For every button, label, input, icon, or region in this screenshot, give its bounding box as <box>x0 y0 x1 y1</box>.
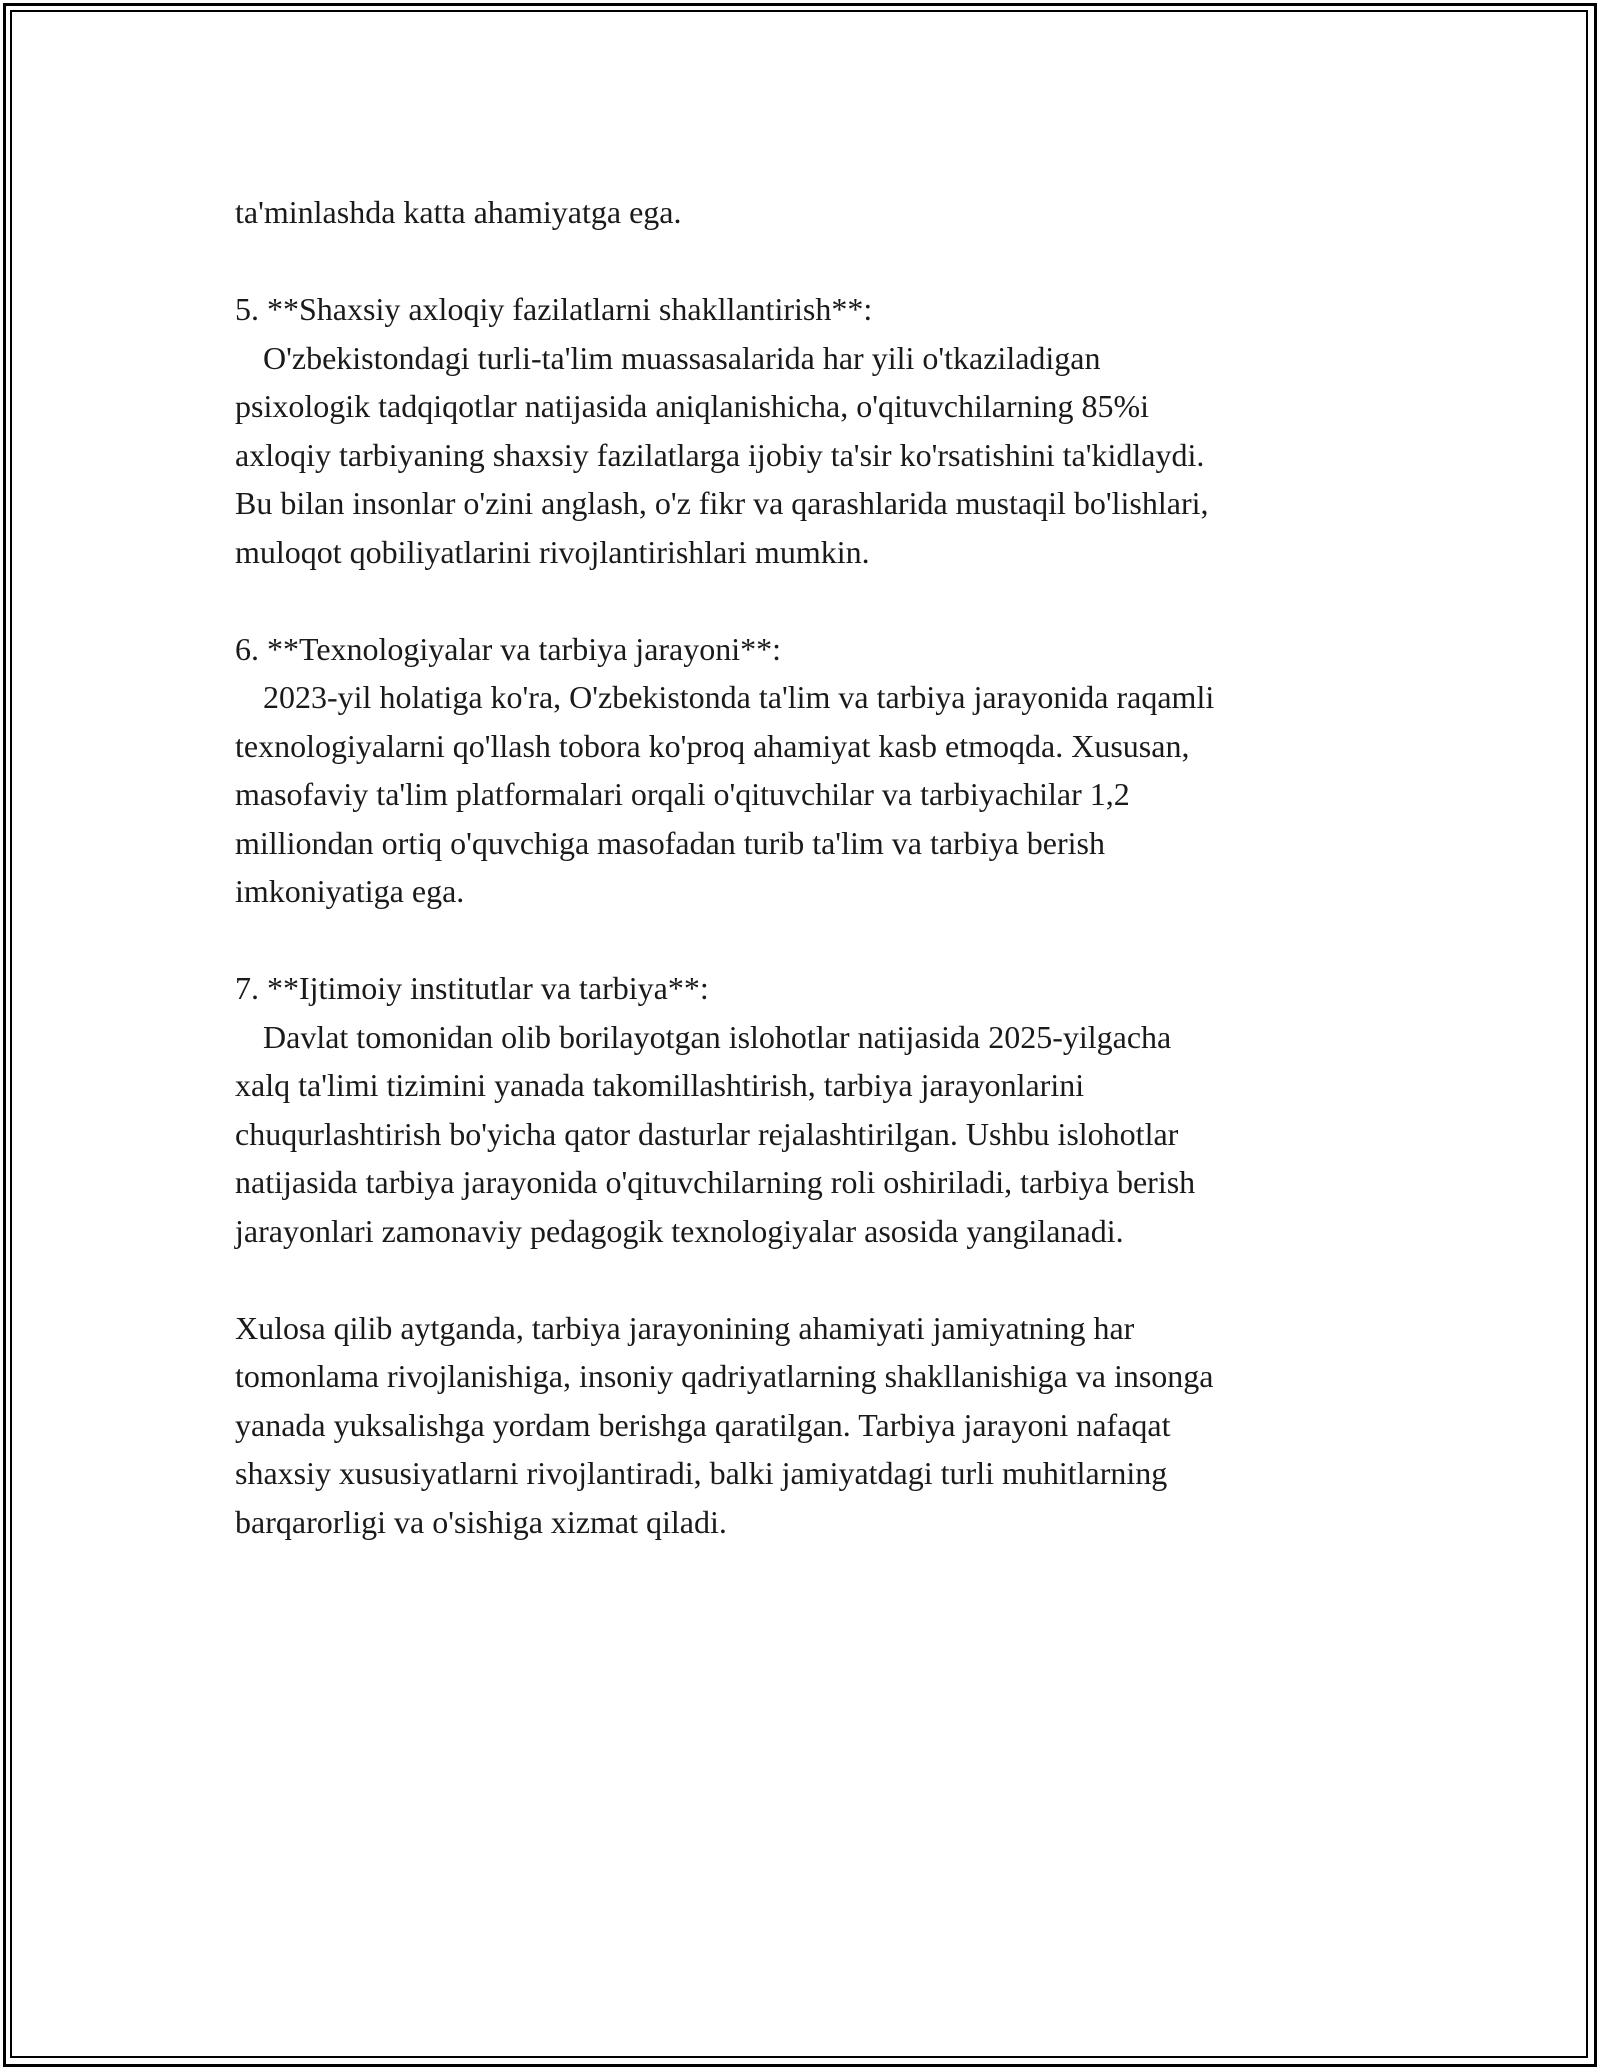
section-7-paragraph <box>235 1013 1395 1256</box>
section-7-line: natijasida tarbiya jarayonida o'qituvchilarning roli oshiriladi, tarbiya berish <box>235 1164 1196 1200</box>
section-7-line: chuqurlashtirish bo'yicha qator dasturlar rejalashtirilgan. Ushbu islohotlar <box>235 1115 1179 1152</box>
section-6-line: milliondan ortiq o'quvchiga masofadan turib ta'lim va tarbiya berish <box>235 824 1105 861</box>
conclusion-line: Xulosa qilib aytganda, tarbiya jarayonining ahamiyati jamiyatning har <box>235 1309 1135 1346</box>
section-7-line: xalq ta'limi tizimini yanada takomillashtirish, tarbiya jarayonlarini <box>235 1067 1085 1103</box>
section-5-line: psixologik tadqiqotlar natijasida aniqlanishicha, o'qituvchilarning 85%i <box>235 388 1150 424</box>
conclusion-paragraph <box>235 1304 1395 1547</box>
section-5-line: axloqiy tarbiyaning shaxsiy fazilatlarga ijobiy ta'sir ko'rsatishini ta'kidlaydi. <box>235 436 1205 473</box>
section-6-line: imkoniyatiga ega. <box>235 873 465 909</box>
section-5-heading: 5. **Shaxsiy axloqiy fazilatlarni shakllantirish**: <box>235 291 873 327</box>
continuation-line: ta'minlashda katta ahamiyatga ega. <box>235 194 682 230</box>
section-6-line: texnologiyalarni qo'llash tobora ko'proq ahamiyat kasb etmoqda. Xususan, <box>235 727 1190 764</box>
section-6-line: masofaviy ta'lim platformalari orqali o'qituvchilar va tarbiyachilar 1,2 <box>235 776 1130 812</box>
section-5-paragraph <box>235 334 1395 577</box>
section-5-line: Bu bilan insonlar o'zini anglash, o'z fikr va qarashlarida mustaqil bo'lishlari, <box>235 485 1209 521</box>
document-body <box>235 188 1395 1595</box>
section-5-line: muloqot qobiliyatlarini rivojlantirishlari mumkin. <box>235 533 870 570</box>
section-7-heading: 7. **Ijtimoiy institutlar va tarbiya**: <box>235 970 709 1006</box>
section-6-heading: 6. **Texnologiyalar va tarbiya jarayoni**: <box>235 630 782 667</box>
conclusion-line: tomonlama rivojlanishiga, insoniy qadriyatlarning shakllanishiga va insonga <box>235 1358 1214 1394</box>
conclusion-line: shaxsiy xususiyatlarni rivojlantiradi, balki jamiyatdagi turli muhitlarning <box>235 1455 1168 1491</box>
section-5-line: O'zbekistondagi turli-ta'lim muassasalarida har yili o'tkaziladigan <box>263 339 1101 376</box>
section-7-line: Davlat tomonidan olib borilayotgan islohotlar natijasida 2025-yilgacha <box>263 1018 1172 1055</box>
section-7-line: jarayonlari zamonaviy pedagogik texnologiyalar asosida yangilanadi. <box>235 1212 1124 1249</box>
conclusion-line: yanada yuksalishga yordam berishga qaratilgan. Tarbiya jarayoni nafaqat <box>235 1406 1171 1443</box>
conclusion-line: barqarorligi va o'sishiga xizmat qiladi. <box>235 1503 727 1540</box>
section-6-line: 2023-yil holatiga ko'ra, O'zbekistonda ta'lim va tarbiya jarayonida raqamli <box>263 679 1215 715</box>
section-6-paragraph <box>235 673 1395 916</box>
